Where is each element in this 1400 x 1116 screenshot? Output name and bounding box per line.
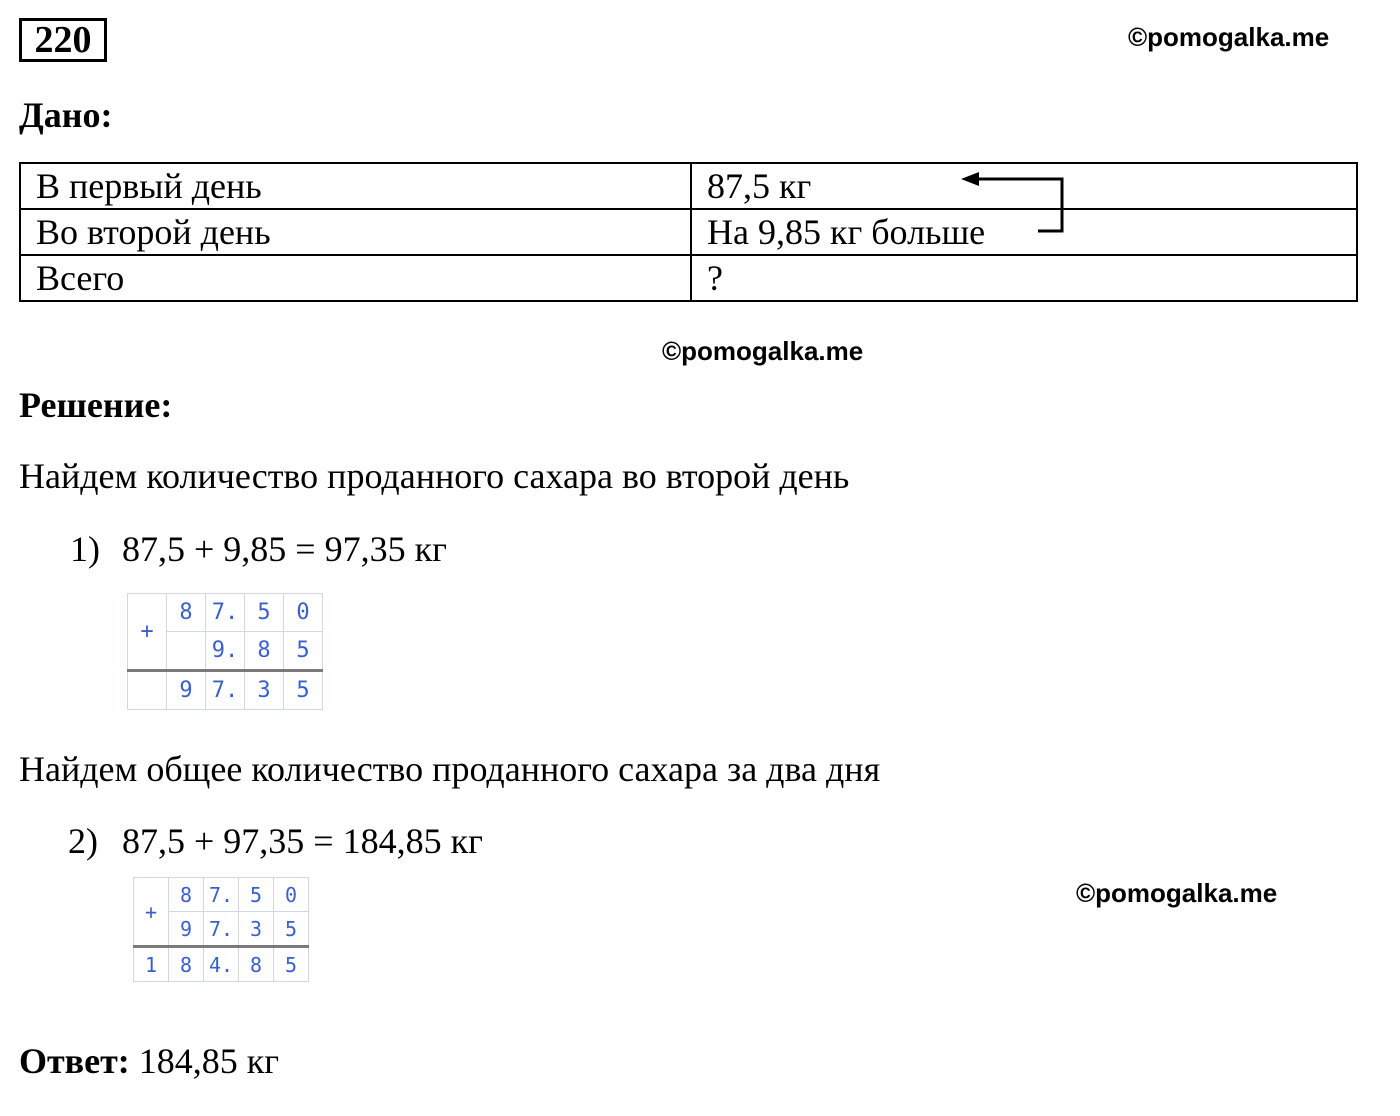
digit-cell: 1 — [134, 947, 169, 982]
table-row — [20, 209, 1357, 255]
calc-sum-row — [134, 947, 309, 982]
digit-cell: 9 — [169, 912, 204, 947]
digit-cell: 7. — [206, 594, 245, 632]
relation-arrow-icon — [955, 168, 1075, 238]
digit-cell: 9 — [167, 671, 206, 710]
watermark-middle: ©pomogalka.me — [662, 336, 864, 366]
watermark-top: ©pomogalka.me — [1128, 22, 1330, 52]
digit-cell: 5 — [239, 878, 274, 912]
answer-label: Ответ: — [19, 1041, 130, 1081]
given-label: В первый день — [20, 163, 691, 209]
digit-cell: 7. — [206, 671, 245, 710]
digit-cell: 5 — [245, 594, 284, 632]
step2-intro: Найдем общее количество проданного сахара за два дня — [19, 749, 881, 789]
digit-cell: 8 — [169, 878, 204, 912]
watermark-bottom: ©pomogalka.me — [1076, 878, 1278, 908]
step1-number: 1) — [70, 529, 100, 569]
calc-sum-row — [128, 671, 323, 710]
given-value: На 9,85 кг больше — [691, 209, 1357, 255]
digit-cell: 8 — [169, 947, 204, 982]
digit-cell: 8 — [239, 947, 274, 982]
task-number: 220 — [19, 18, 107, 62]
given-table — [19, 162, 1358, 302]
step2-expression: 87,5 + 97,35 = 184,85 кг — [122, 821, 483, 861]
calc-row — [134, 878, 309, 912]
table-row — [20, 163, 1357, 209]
digit-cell — [128, 671, 167, 710]
digit-cell: 3 — [239, 912, 274, 947]
digit-cell: 8 — [167, 594, 206, 632]
digit-cell: 7. — [204, 912, 239, 947]
step1-intro: Найдем количество проданного сахара во второй день — [19, 456, 850, 496]
digit-cell: 0 — [274, 878, 309, 912]
given-label: Всего — [20, 255, 691, 301]
digit-cell: 0 — [284, 594, 323, 632]
digit-cell: 3 — [245, 671, 284, 710]
step1-expression: 87,5 + 9,85 = 97,35 кг — [122, 529, 447, 569]
digit-cell — [167, 632, 206, 671]
given-heading: Дано: — [19, 95, 113, 135]
table-row — [20, 255, 1357, 301]
plus-sign: + — [134, 878, 169, 947]
answer-line — [19, 1040, 279, 1082]
given-value: 87,5 кг — [691, 163, 1357, 209]
digit-cell: 5 — [284, 671, 323, 710]
column-addition-2 — [133, 877, 309, 982]
column-addition-1 — [127, 593, 323, 710]
digit-cell: 5 — [274, 947, 309, 982]
answer-value: 184,85 кг — [138, 1041, 280, 1081]
digit-cell: 8 — [245, 632, 284, 671]
calc-row — [128, 594, 323, 632]
solution-heading: Решение: — [19, 385, 173, 425]
given-value: ? — [691, 255, 1357, 301]
digit-cell: 9. — [206, 632, 245, 671]
plus-sign: + — [128, 594, 167, 671]
digit-cell: 7. — [204, 878, 239, 912]
step2-number: 2) — [68, 821, 98, 861]
digit-cell: 4. — [204, 947, 239, 982]
digit-cell: 5 — [274, 912, 309, 947]
digit-cell: 5 — [284, 632, 323, 671]
given-label: Во второй день — [20, 209, 691, 255]
